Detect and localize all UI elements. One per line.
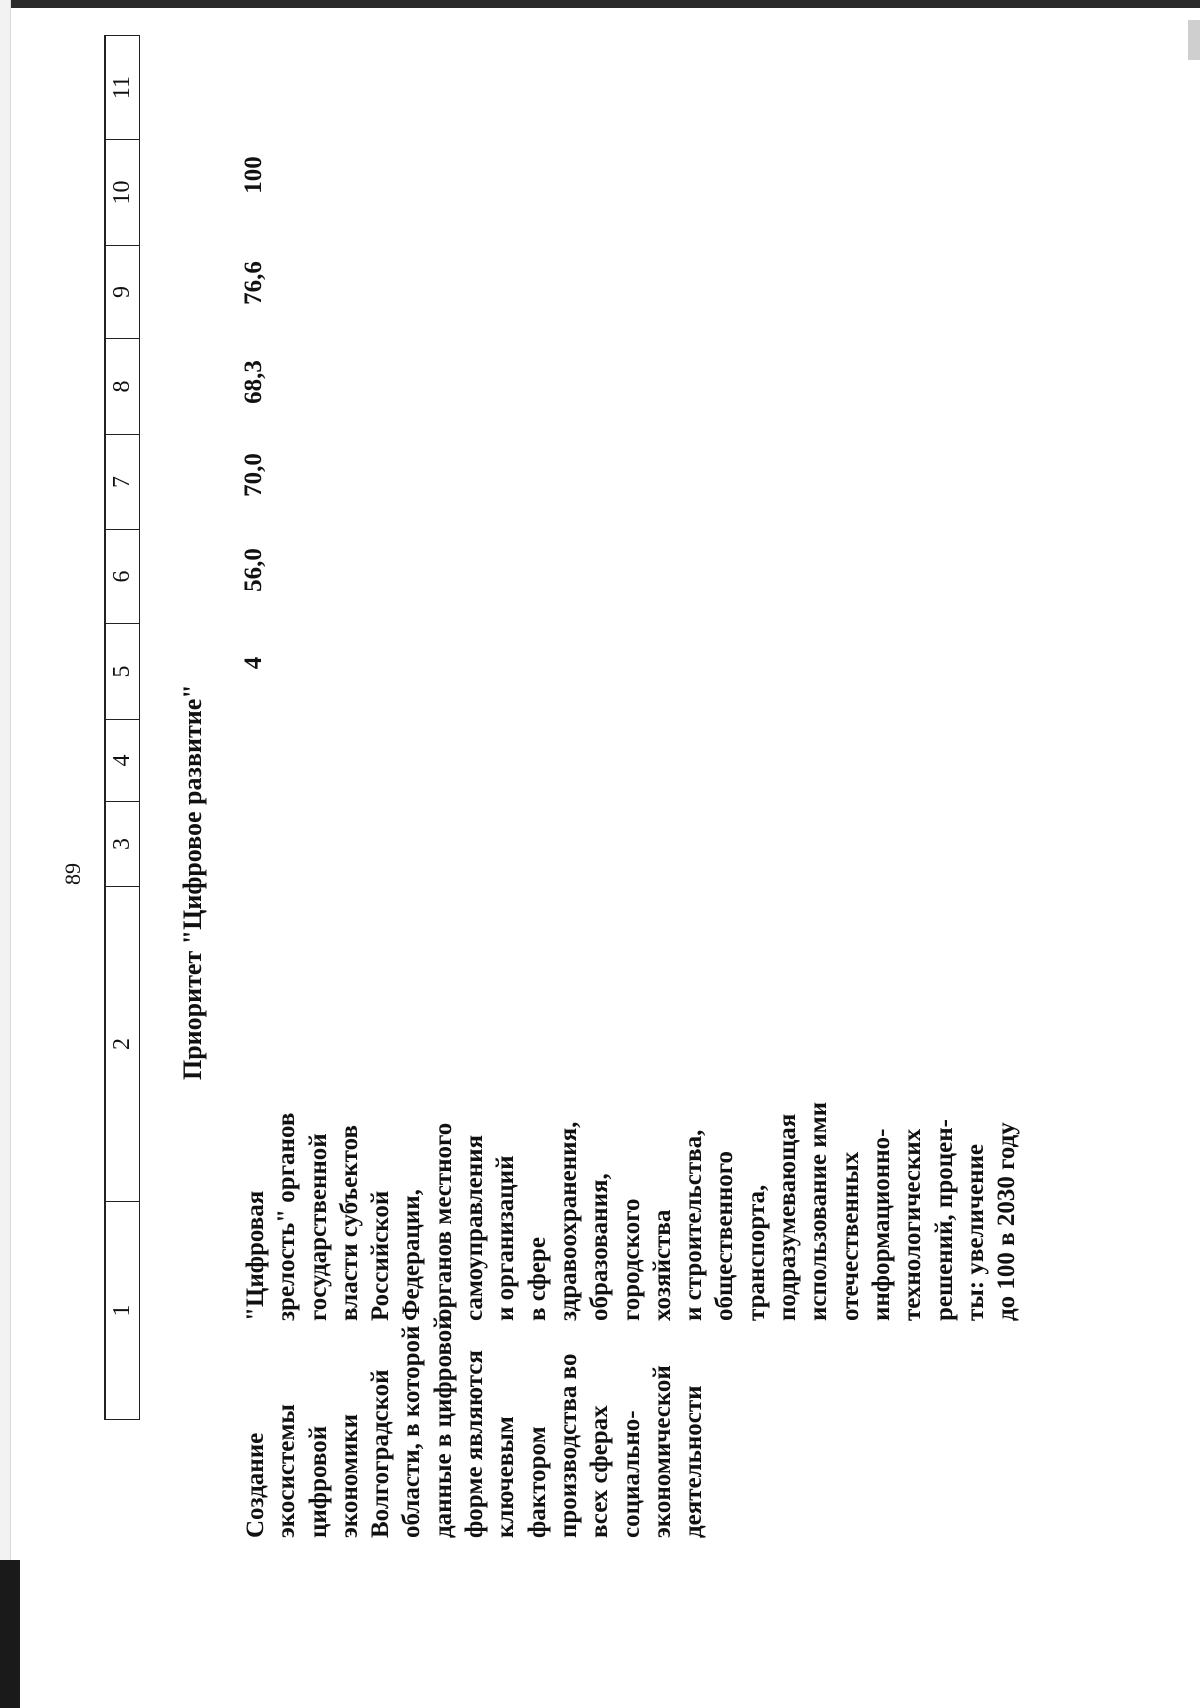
goal-line: экономики: [335, 1413, 363, 1538]
indicator-line: самоуправления: [461, 1134, 489, 1321]
goal-description: [240, 1315, 709, 1538]
indicator-line: власти субъектов: [335, 1125, 363, 1321]
indicator-line: до 100 в 2030 году: [993, 1122, 1021, 1321]
value-col8: 70,0: [240, 453, 267, 497]
indicator-line: общественного: [711, 1150, 739, 1321]
indicator-line: и строительства,: [680, 1129, 708, 1321]
header-cell-9: 9: [105, 246, 140, 339]
indicator-line: зрелость" органов: [273, 1112, 301, 1321]
goal-line: Создание: [242, 1432, 269, 1538]
goal-line: производства во: [554, 1353, 582, 1538]
goal-line: области, в которой: [398, 1325, 426, 1538]
column-header-table: [104, 35, 140, 1420]
priority-heading: Приоритет "Цифровое развитие": [178, 684, 207, 1080]
value-col6: 4: [240, 656, 267, 670]
header-cell-10: 10: [105, 140, 140, 246]
header-cell-7: 7: [105, 435, 140, 530]
indicator-line: технологических: [899, 1128, 927, 1321]
value-col7: 56,0: [240, 548, 267, 592]
header-cell-6: 6: [105, 530, 140, 624]
indicator-line: в сфере: [523, 1237, 551, 1321]
header-cell-5: 5: [105, 624, 140, 720]
indicator-line: органов местного: [429, 1122, 457, 1321]
page-number: 89: [60, 863, 85, 885]
indicator-line: отечественных: [836, 1151, 864, 1321]
indicator-line: решений, процен-: [930, 1119, 958, 1321]
header-cell-1: 1: [105, 1202, 140, 1420]
goal-line: социально-: [617, 1410, 645, 1538]
header-cell-3: 3: [105, 802, 140, 887]
indicator-line: хозяйства: [648, 1209, 676, 1321]
indicator-line: подразумевающая: [774, 1113, 802, 1321]
goal-line: форме являются: [461, 1350, 489, 1538]
indicator-line: транспорта,: [742, 1184, 770, 1321]
goal-line: экосистемы: [273, 1404, 301, 1538]
goal-line: цифровой: [304, 1425, 332, 1538]
header-cell-11: 11: [105, 36, 140, 140]
indicator-description: [240, 1102, 1022, 1321]
indicator-line: ты: увеличение: [961, 1143, 989, 1321]
value-col9: 68,3: [240, 360, 267, 404]
indicator-line: Российской: [367, 1190, 395, 1321]
value-col11: 100: [240, 156, 267, 194]
goal-line: деятельности: [680, 1385, 708, 1538]
goal-line: всех сферах: [586, 1405, 614, 1538]
indicator-line: использование ими: [805, 1101, 833, 1321]
indicator-line: "Цифровая: [242, 1190, 269, 1321]
goal-line: ключевым: [492, 1416, 520, 1538]
goal-line: экономической: [648, 1365, 676, 1538]
indicator-line: информационно-: [867, 1128, 895, 1321]
header-cell-2: 2: [105, 887, 140, 1202]
value-col10: 76,6: [240, 261, 267, 305]
indicator-line: и организаций: [492, 1155, 520, 1321]
goal-line: данные в цифровой: [429, 1315, 457, 1538]
indicator-line: образования,: [586, 1173, 614, 1321]
goal-line: Волгоградской: [367, 1369, 395, 1538]
goal-line: фактором: [523, 1426, 551, 1538]
indicator-line: здравоохранения,: [554, 1121, 582, 1321]
indicator-line: государственной: [304, 1133, 332, 1321]
header-cell-8: 8: [105, 339, 140, 435]
header-cell-4: 4: [105, 720, 140, 802]
indicator-line: городского: [617, 1198, 645, 1321]
indicator-line: Федерации,: [398, 1189, 426, 1321]
